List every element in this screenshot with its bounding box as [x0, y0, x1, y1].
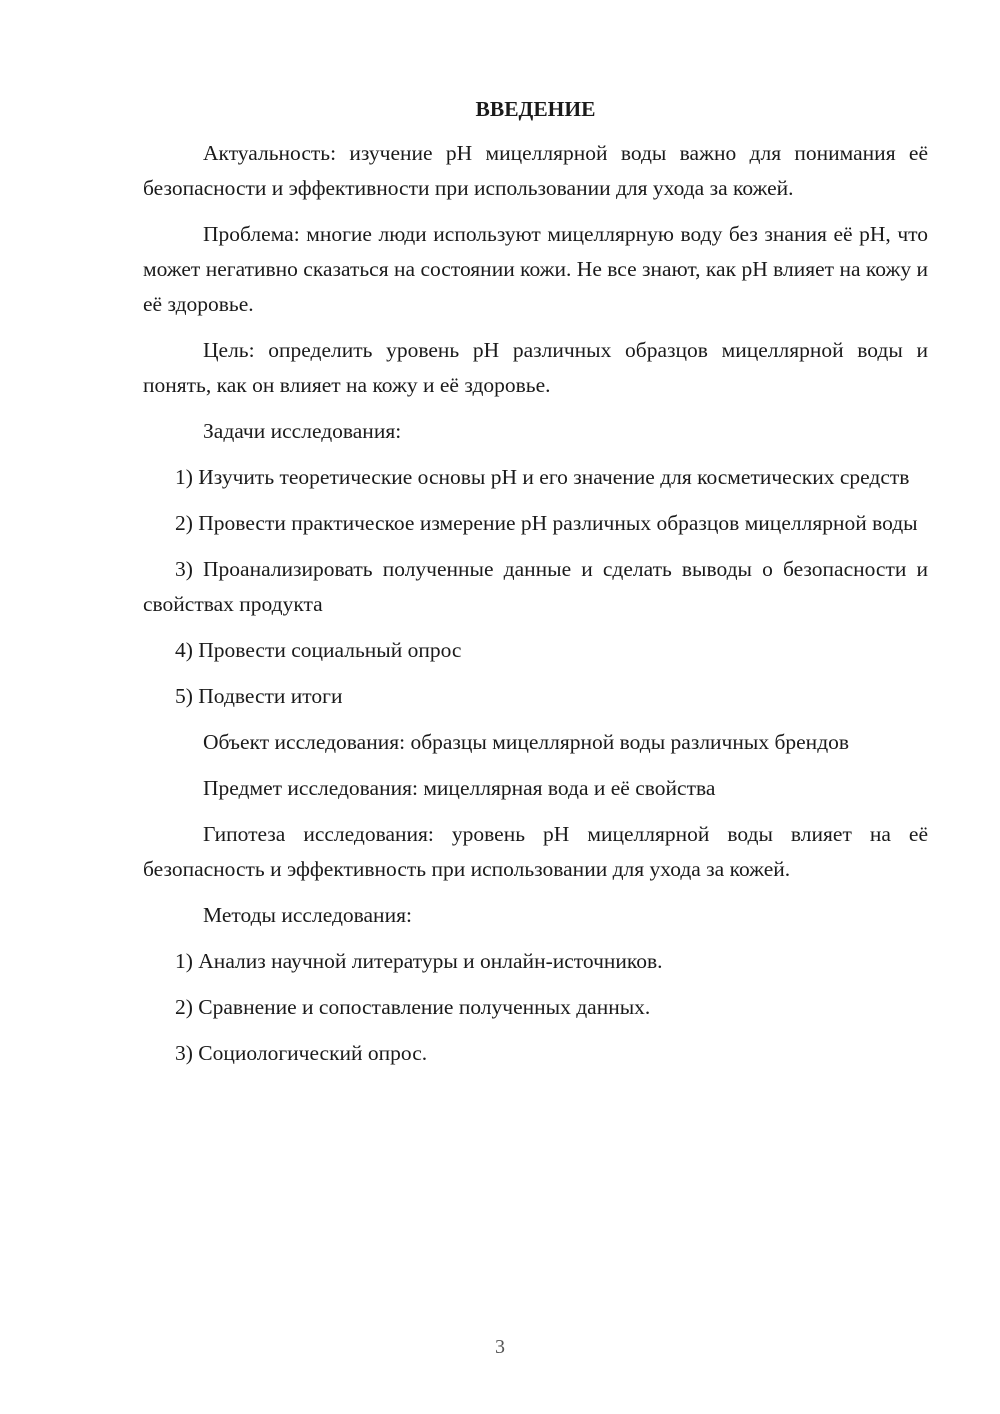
hypothesis-paragraph: Гипотеза исследования: уровень pH мицеллярной воды влияет на её безопасность и эффективность при использовании для ухода за кожей.: [143, 822, 928, 881]
task-item-1: 1) Изучить теоретические основы pH и его значение для косметических средств: [175, 465, 910, 489]
task-item-3: 3) Проанализировать полученные данные и сделать выводы о безопасности и свойствах продукта: [143, 557, 928, 616]
subject-paragraph: Предмет исследования: мицеллярная вода и её свойства: [203, 776, 716, 800]
task-item-5: 5) Подвести итоги: [175, 684, 343, 708]
task-item-4: 4) Провести социальный опрос: [175, 638, 462, 662]
page-number: 3: [495, 1336, 505, 1358]
goal-paragraph: Цель: определить уровень pH различных образцов мицеллярной воды и понять, как он влияет на кожу и её здоровье.: [143, 338, 928, 397]
problem-paragraph: Проблема: многие люди используют мицеллярную воду без знания её pH, что может негативно сказаться на состоянии кожи. Не все знают, как pH влияет на кожу и её здоровье.: [143, 222, 928, 316]
method-item-2: 2) Сравнение и сопоставление полученных данных.: [175, 995, 651, 1019]
tasks-heading: Задачи исследования:: [203, 419, 402, 443]
method-item-1: 1) Анализ научной литературы и онлайн-источников.: [175, 949, 663, 973]
section-title: ВВЕДЕНИЕ: [475, 97, 596, 121]
document-page: [143, 92, 928, 1082]
methods-heading: Методы исследования:: [203, 903, 412, 927]
object-paragraph: Объект исследования: образцы мицеллярной воды различных брендов: [203, 730, 850, 754]
method-item-3: 3) Социологический опрос.: [175, 1041, 428, 1065]
task-item-2: 2) Провести практическое измерение pH различных образцов мицеллярной воды: [175, 511, 918, 535]
relevance-paragraph: Актуальность: изучение pH мицеллярной воды важно для понимания её безопасности и эффективности при использовании для ухода за кожей.: [143, 141, 928, 200]
